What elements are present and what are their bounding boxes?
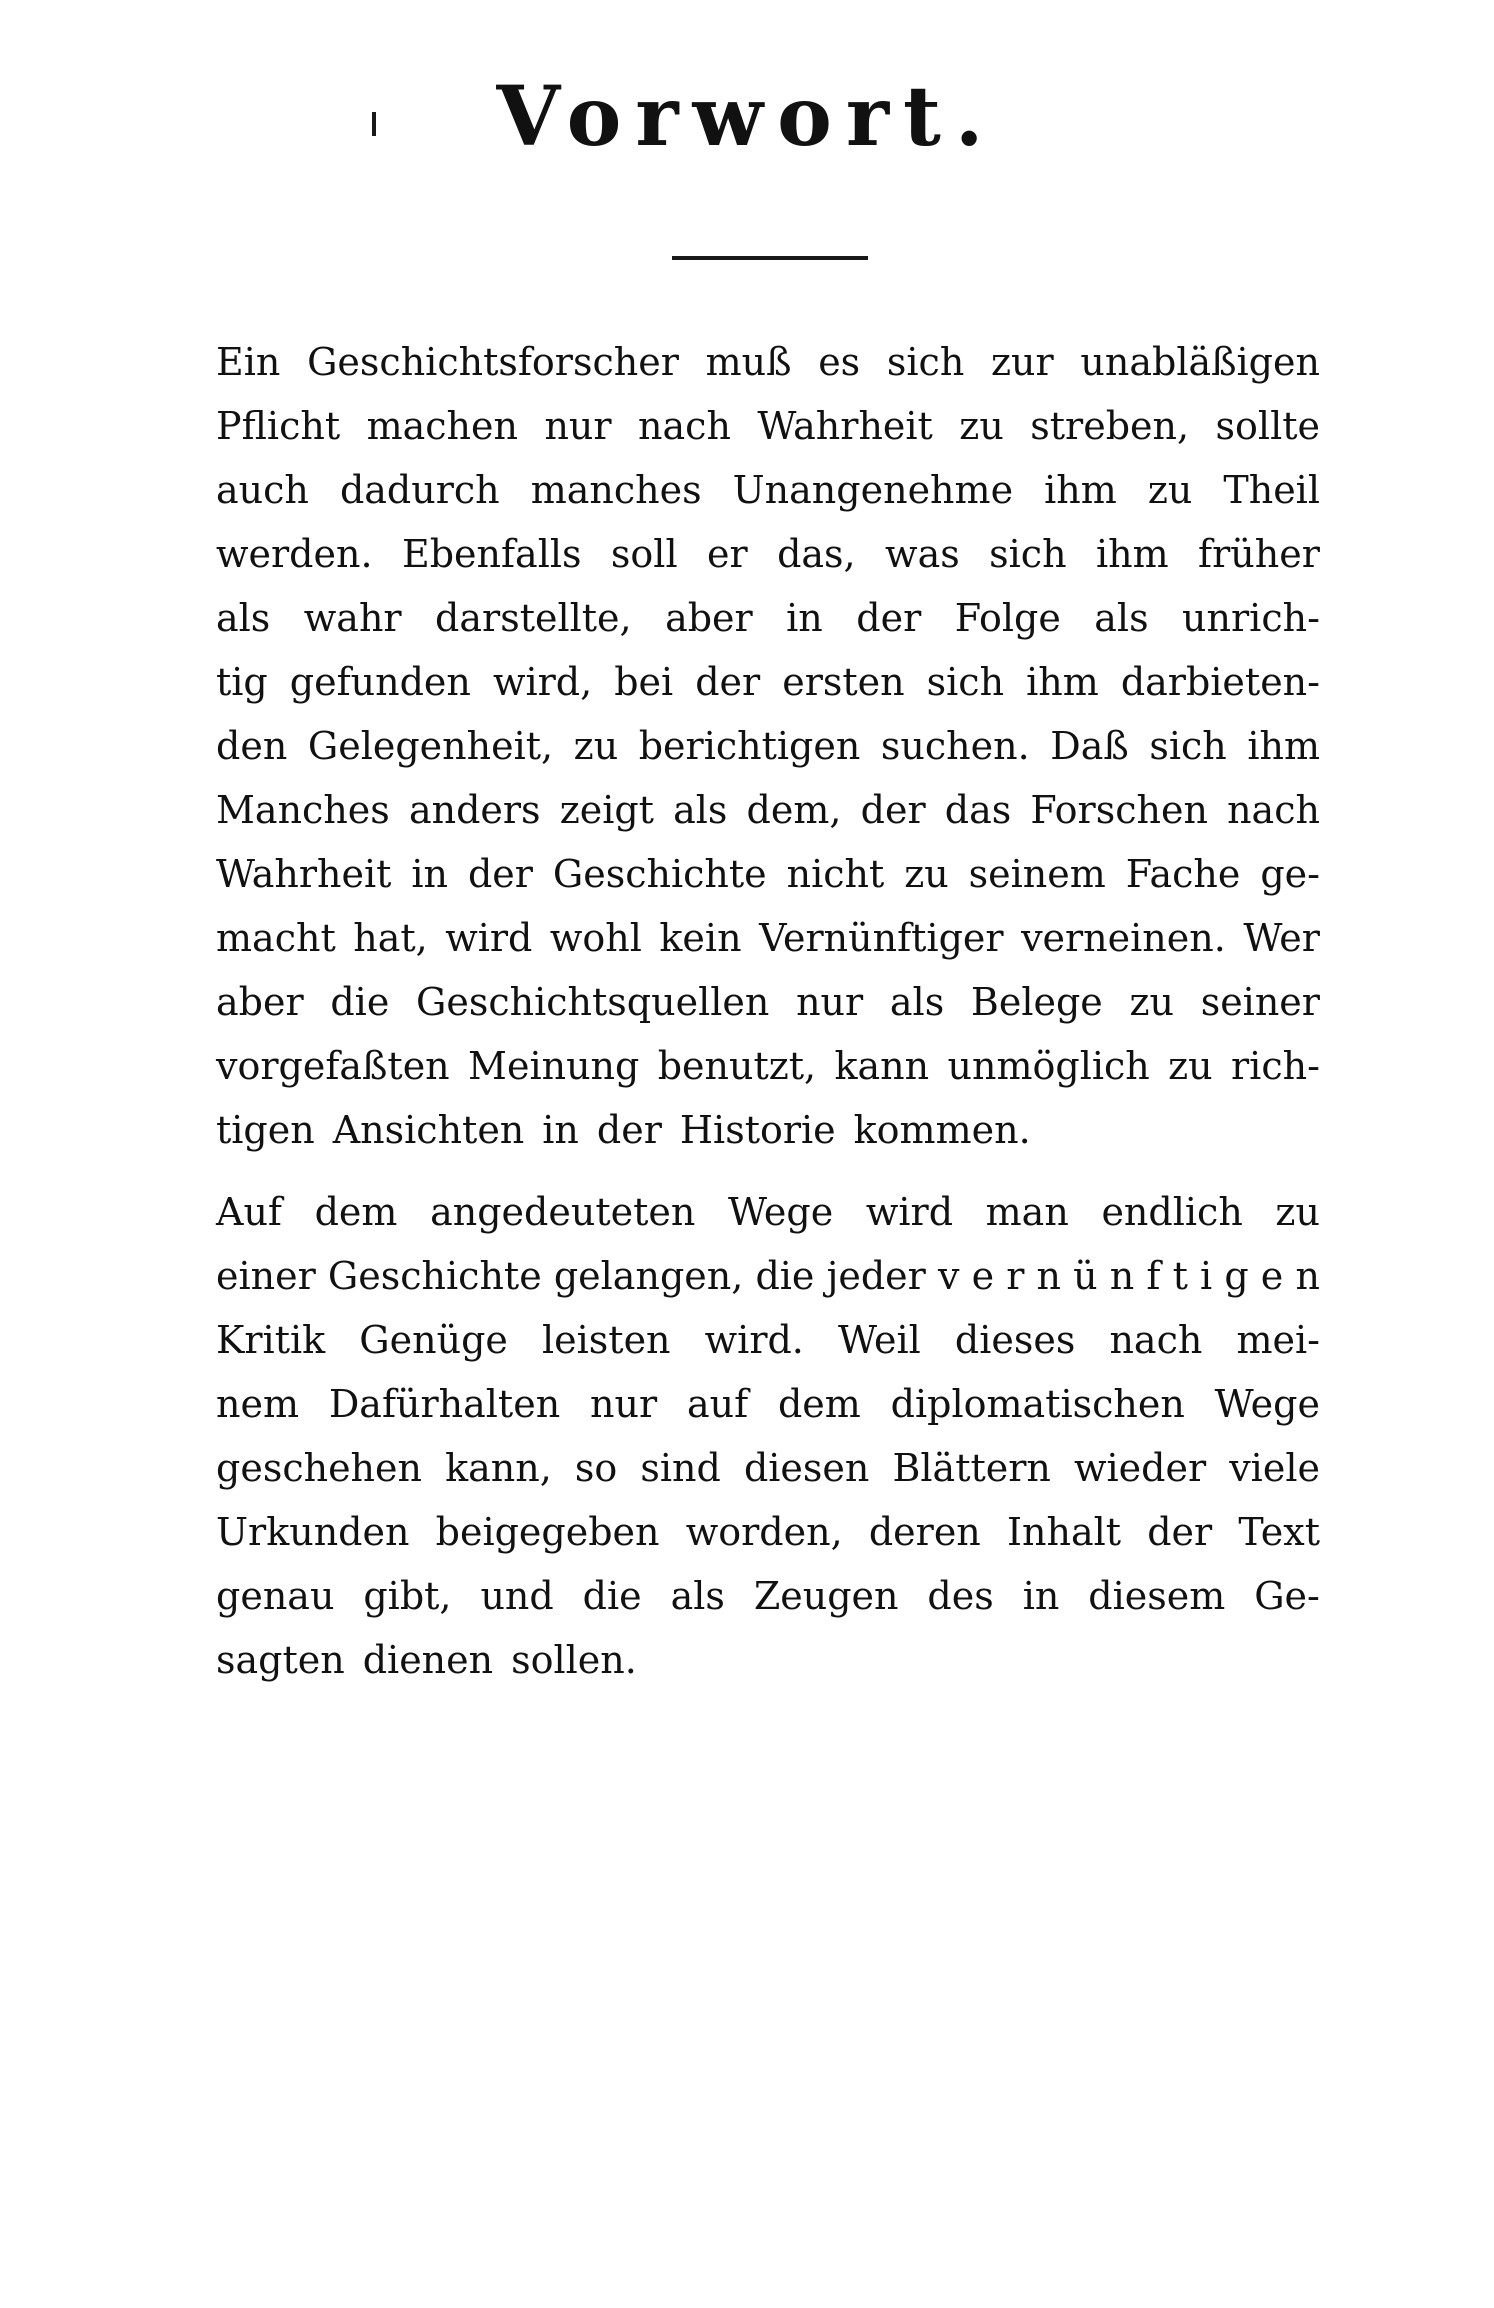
text-line: sagten dienen sollen.: [216, 1638, 637, 1682]
text-line: macht hat, wird wohl kein Vernünftiger verneinen. Wer: [216, 916, 1320, 960]
text-line: Kritik Genüge leisten wird. Weil dieses nach mei-: [216, 1318, 1320, 1362]
text-line: Ein Geschichtsforscher muß es sich zur unabläßigen: [216, 340, 1320, 384]
paragraph: [216, 1180, 1320, 1692]
text-line: vorgefaßten Meinung benutzt, kann unmöglich zu rich-: [216, 1044, 1320, 1088]
page-title: Vorwort.: [496, 69, 998, 165]
text-line: einer Geschichte gelangen, die jeder v e r n ü n f t i g e n: [216, 1254, 1320, 1298]
text-line: geschehen kann, so sind diesen Blättern wieder viele: [216, 1446, 1320, 1490]
title-rule: [672, 256, 868, 260]
text-line: Manches anders zeigt als dem, der das Forschen nach: [216, 788, 1320, 832]
text-line: Wahrheit in der Geschichte nicht zu seinem Fache ge-: [216, 852, 1320, 896]
text-line: Urkunden beigegeben worden, deren Inhalt der Text: [216, 1510, 1320, 1554]
text-line: nem Dafürhalten nur auf dem diplomatischen Wege: [216, 1382, 1320, 1426]
text-line: als wahr darstellte, aber in der Folge als unrich-: [216, 596, 1320, 640]
text-line: Pflicht machen nur nach Wahrheit zu streben, sollte: [216, 404, 1320, 448]
text-line: auch dadurch manches Unangenehme ihm zu Theil: [216, 468, 1320, 512]
paragraph: [216, 330, 1320, 1162]
text-line: den Gelegenheit, zu berichtigen suchen. Daß sich ihm: [216, 724, 1320, 768]
text-line: tig gefunden wird, bei der ersten sich ihm darbieten-: [216, 660, 1320, 704]
text-line: tigen Ansichten in der Historie kommen.: [216, 1108, 1031, 1152]
text-line: Auf dem angedeuteten Wege wird man endlich zu: [216, 1190, 1320, 1234]
text-line: genau gibt, und die als Zeugen des in diesem Ge-: [216, 1574, 1320, 1618]
text-line: werden. Ebenfalls soll er das, was sich ihm früher: [216, 532, 1320, 576]
text-line: aber die Geschichtsquellen nur als Belege zu seiner: [216, 980, 1320, 1024]
